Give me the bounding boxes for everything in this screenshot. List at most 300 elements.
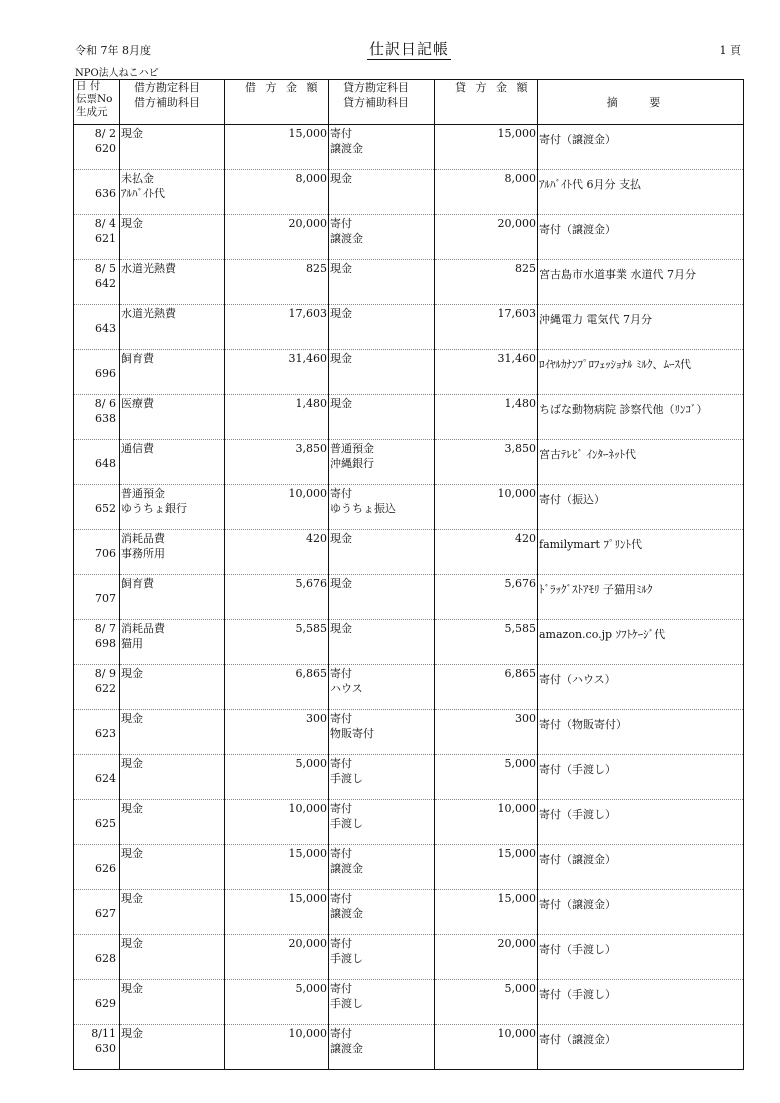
- debit-amount-cell: [225, 755, 329, 800]
- debit-account: 現金: [121, 802, 143, 815]
- column-header-credit-amount: 貸 方 金 額: [435, 80, 538, 125]
- credit-account-cell: [329, 305, 435, 350]
- memo-cell: [538, 170, 744, 215]
- memo-text: 寄付（譲渡金）: [539, 898, 616, 911]
- debit-amount: 825: [306, 262, 327, 275]
- credit-sub-account: [330, 411, 434, 426]
- credit-sub-account: 譲渡金: [330, 907, 363, 920]
- entry-date: [74, 351, 116, 366]
- memo-cell: [538, 1025, 744, 1070]
- credit-account-cell: [329, 1025, 435, 1070]
- debit-amount-cell: [225, 1025, 329, 1070]
- table-row: [74, 125, 744, 170]
- credit-account-cell: [329, 890, 435, 935]
- debit-amount-cell: [225, 890, 329, 935]
- debit-amount-cell: [225, 215, 329, 260]
- credit-amount: 300: [515, 712, 536, 725]
- credit-account-cell: [329, 980, 435, 1025]
- voucher-number: 643: [95, 322, 116, 335]
- journal-body: [74, 125, 744, 1070]
- table-row: [74, 350, 744, 395]
- credit-account-cell: [329, 575, 435, 620]
- credit-account: 寄付: [330, 847, 352, 860]
- debit-account-cell: [120, 170, 225, 215]
- table-row: [74, 800, 744, 845]
- credit-sub-account: [330, 321, 434, 336]
- date-cell: [74, 710, 120, 755]
- debit-amount-cell: [225, 125, 329, 170]
- debit-amount: 10,000: [288, 487, 327, 500]
- debit-amount-cell: [225, 710, 329, 755]
- voucher-number: 638: [95, 412, 116, 425]
- debit-amount-cell: [225, 170, 329, 215]
- header-date-label: 日 付: [76, 80, 101, 92]
- column-header-debit-amount: 借 方 金 額: [225, 80, 329, 125]
- debit-amount: 5,676: [295, 577, 327, 590]
- report-period: 令和 7年 8月度: [75, 44, 151, 57]
- credit-amount: 5,000: [504, 757, 536, 770]
- voucher-number: 698: [95, 637, 116, 650]
- debit-account-cell: [120, 935, 225, 980]
- credit-account-cell: [329, 395, 435, 440]
- credit-sub-account: ゆうちょ振込: [330, 502, 396, 515]
- memo-cell: [538, 440, 744, 485]
- credit-amount-cell: [435, 800, 538, 845]
- memo-text: 寄付（譲渡金）: [539, 853, 616, 866]
- table-row: [74, 260, 744, 305]
- credit-account: 現金: [330, 172, 352, 185]
- debit-account: 飼育費: [121, 577, 154, 590]
- credit-amount-cell: [435, 1025, 538, 1070]
- credit-amount: 10,000: [497, 1027, 536, 1040]
- debit-sub-account: [121, 681, 224, 696]
- credit-sub-account: 手渡し: [330, 952, 363, 965]
- credit-account: 現金: [330, 352, 352, 365]
- debit-account-cell: [120, 980, 225, 1025]
- memo-cell: [538, 125, 744, 170]
- credit-amount: 1,480: [504, 397, 536, 410]
- debit-account-cell: [120, 890, 225, 935]
- credit-account: 現金: [330, 307, 352, 320]
- date-cell: [74, 395, 120, 440]
- entry-date: 8/ 9: [94, 667, 116, 680]
- credit-amount-cell: [435, 530, 538, 575]
- debit-account-cell: [120, 440, 225, 485]
- entry-date: [74, 756, 116, 771]
- credit-account: 寄付: [330, 892, 352, 905]
- debit-account: 水道光熱費: [121, 262, 176, 275]
- debit-account: 現金: [121, 847, 143, 860]
- debit-amount-cell: [225, 665, 329, 710]
- voucher-number: 623: [95, 727, 116, 740]
- memo-cell: [538, 980, 744, 1025]
- date-cell: [74, 305, 120, 350]
- credit-amount-cell: [435, 215, 538, 260]
- document-title-text: 仕訳日記帳: [368, 40, 449, 58]
- table-row: [74, 530, 744, 575]
- table-row: [74, 395, 744, 440]
- date-cell: [74, 620, 120, 665]
- credit-amount-cell: [435, 890, 538, 935]
- memo-text: 寄付（振込）: [539, 493, 605, 506]
- credit-account-cell: [329, 845, 435, 890]
- credit-account-cell: [329, 350, 435, 395]
- debit-sub-account: [121, 906, 224, 921]
- credit-account: 現金: [330, 397, 352, 410]
- debit-sub-account: [121, 411, 224, 426]
- organization-name: NPO法人ねこハピ: [75, 68, 159, 79]
- memo-cell: [538, 305, 744, 350]
- date-cell: [74, 530, 120, 575]
- debit-sub-account: [121, 726, 224, 741]
- credit-sub-account: 手渡し: [330, 817, 363, 830]
- debit-amount-cell: [225, 440, 329, 485]
- entry-date: [74, 711, 116, 726]
- memo-text: familymart ﾌﾟﾘﾝﾄ代: [539, 538, 642, 551]
- credit-amount-cell: [435, 935, 538, 980]
- credit-amount: 5,000: [504, 982, 536, 995]
- debit-amount: 15,000: [288, 127, 327, 140]
- debit-account-cell: [120, 485, 225, 530]
- debit-account: 現金: [121, 982, 143, 995]
- date-cell: [74, 485, 120, 530]
- header-credit-account-label: 貸方勘定科目: [343, 81, 409, 94]
- credit-account: 現金: [330, 532, 352, 545]
- credit-account: 寄付: [330, 712, 352, 725]
- date-cell: [74, 800, 120, 845]
- credit-amount-cell: [435, 710, 538, 755]
- voucher-number: 630: [95, 1042, 116, 1055]
- debit-amount: 5,000: [295, 982, 327, 995]
- debit-amount: 8,000: [295, 172, 327, 185]
- credit-sub-account: [330, 636, 434, 651]
- credit-account: 寄付: [330, 487, 352, 500]
- debit-sub-account: [121, 456, 224, 471]
- credit-amount: 3,850: [504, 442, 536, 455]
- debit-amount: 15,000: [288, 892, 327, 905]
- credit-account: 寄付: [330, 127, 352, 140]
- memo-text: 寄付（手渡し）: [539, 808, 616, 821]
- credit-sub-account: 手渡し: [330, 772, 363, 785]
- date-cell: [74, 755, 120, 800]
- debit-amount: 10,000: [288, 802, 327, 815]
- debit-sub-account: [121, 321, 224, 336]
- credit-sub-account: 沖縄銀行: [330, 457, 374, 470]
- credit-account: 現金: [330, 577, 352, 590]
- credit-amount-cell: [435, 395, 538, 440]
- debit-account: 現金: [121, 937, 143, 950]
- column-header-memo: 摘 要: [538, 80, 744, 125]
- debit-account: 現金: [121, 757, 143, 770]
- credit-account-cell: [329, 665, 435, 710]
- credit-sub-account: [330, 186, 434, 201]
- credit-account-cell: [329, 485, 435, 530]
- debit-sub-account: [121, 771, 224, 786]
- debit-account-cell: [120, 620, 225, 665]
- credit-account-cell: [329, 215, 435, 260]
- voucher-number: 629: [95, 997, 116, 1010]
- memo-cell: [538, 890, 744, 935]
- page-number: 1 頁: [719, 44, 741, 57]
- credit-account: 寄付: [330, 982, 352, 995]
- debit-amount-cell: [225, 485, 329, 530]
- debit-amount: 5,000: [295, 757, 327, 770]
- entry-date: [74, 981, 116, 996]
- entry-date: [74, 801, 116, 816]
- debit-amount: 1,480: [295, 397, 327, 410]
- date-cell: [74, 665, 120, 710]
- debit-account-cell: [120, 125, 225, 170]
- credit-amount: 5,676: [504, 577, 536, 590]
- debit-sub-account: [121, 231, 224, 246]
- debit-sub-account: [121, 996, 224, 1011]
- debit-account: 現金: [121, 1027, 143, 1040]
- voucher-number: 636: [95, 187, 116, 200]
- credit-account-cell: [329, 710, 435, 755]
- debit-account-cell: [120, 665, 225, 710]
- table-row: [74, 935, 744, 980]
- debit-account-cell: [120, 395, 225, 440]
- memo-cell: [538, 575, 744, 620]
- credit-account-cell: [329, 440, 435, 485]
- debit-sub-account: [121, 861, 224, 876]
- debit-account: 医療費: [121, 397, 154, 410]
- debit-amount-cell: [225, 620, 329, 665]
- credit-amount: 10,000: [497, 487, 536, 500]
- header-source-label: 生成元: [76, 106, 108, 118]
- debit-account-cell: [120, 575, 225, 620]
- debit-account: 現金: [121, 127, 143, 140]
- memo-cell: [538, 710, 744, 755]
- memo-text: 寄付（譲渡金）: [539, 1033, 616, 1046]
- credit-amount-cell: [435, 575, 538, 620]
- column-header-debit-account: [120, 80, 225, 125]
- memo-cell: [538, 485, 744, 530]
- credit-account: 寄付: [330, 757, 352, 770]
- voucher-number: 625: [95, 817, 116, 830]
- debit-amount-cell: [225, 530, 329, 575]
- memo-text: 寄付（手渡し）: [539, 943, 616, 956]
- table-row: [74, 890, 744, 935]
- credit-sub-account: [330, 366, 434, 381]
- date-cell: [74, 170, 120, 215]
- debit-account: 現金: [121, 892, 143, 905]
- debit-amount: 20,000: [288, 217, 327, 230]
- credit-amount: 5,585: [504, 622, 536, 635]
- voucher-number: 642: [95, 277, 116, 290]
- debit-account-cell: [120, 800, 225, 845]
- date-cell: [74, 440, 120, 485]
- credit-amount: 15,000: [497, 847, 536, 860]
- voucher-number: 624: [95, 772, 116, 785]
- debit-account-cell: [120, 305, 225, 350]
- credit-amount: 825: [515, 262, 536, 275]
- entry-date: [74, 171, 116, 186]
- entry-date: [74, 306, 116, 321]
- debit-sub-account: [121, 816, 224, 831]
- credit-amount: 20,000: [497, 217, 536, 230]
- debit-amount: 3,850: [295, 442, 327, 455]
- date-cell: [74, 980, 120, 1025]
- debit-account: 消耗品費: [121, 622, 165, 635]
- debit-account: 飼育費: [121, 352, 154, 365]
- voucher-number: 628: [95, 952, 116, 965]
- credit-amount: 31,460: [497, 352, 536, 365]
- credit-amount: 17,603: [497, 307, 536, 320]
- memo-cell: [538, 395, 744, 440]
- voucher-number: 707: [95, 592, 116, 605]
- memo-text: 寄付（手渡し）: [539, 763, 616, 776]
- entry-date: 8/11: [91, 1027, 116, 1040]
- entry-date: 8/ 2: [94, 127, 116, 140]
- debit-sub-account: [121, 141, 224, 156]
- credit-sub-account: 譲渡金: [330, 862, 363, 875]
- credit-sub-account: ハウス: [330, 682, 363, 695]
- credit-amount-cell: [435, 260, 538, 305]
- memo-text: 宮古島市水道事業 水道代 7月分: [539, 268, 696, 281]
- memo-text: 寄付（譲渡金）: [539, 223, 616, 236]
- debit-amount-cell: [225, 845, 329, 890]
- debit-sub-account: [121, 951, 224, 966]
- date-cell: [74, 575, 120, 620]
- memo-cell: [538, 665, 744, 710]
- memo-cell: [538, 935, 744, 980]
- debit-sub-account: ゆうちょ銀行: [121, 502, 187, 515]
- memo-cell: [538, 845, 744, 890]
- debit-account: 水道光熱費: [121, 307, 176, 320]
- debit-account: 普通預金: [121, 487, 165, 500]
- credit-amount: 15,000: [497, 892, 536, 905]
- memo-text: 寄付（物販寄付）: [539, 718, 627, 731]
- debit-account-cell: [120, 530, 225, 575]
- debit-sub-account: 猫用: [121, 637, 143, 650]
- credit-account: 寄付: [330, 217, 352, 230]
- debit-amount-cell: [225, 800, 329, 845]
- debit-amount: 17,603: [288, 307, 327, 320]
- table-row: [74, 665, 744, 710]
- debit-account-cell: [120, 1025, 225, 1070]
- debit-amount-cell: [225, 305, 329, 350]
- debit-amount-cell: [225, 260, 329, 305]
- voucher-number: 621: [95, 232, 116, 245]
- date-cell: [74, 350, 120, 395]
- date-cell: [74, 125, 120, 170]
- debit-account: 通信費: [121, 442, 154, 455]
- credit-sub-account: [330, 276, 434, 291]
- table-row: [74, 710, 744, 755]
- entry-date: [74, 486, 116, 501]
- debit-account-cell: [120, 260, 225, 305]
- credit-amount-cell: [435, 980, 538, 1025]
- credit-amount-cell: [435, 170, 538, 215]
- credit-account-cell: [329, 755, 435, 800]
- date-cell: [74, 1025, 120, 1070]
- entry-date: [74, 891, 116, 906]
- table-row: [74, 170, 744, 215]
- debit-account-cell: [120, 710, 225, 755]
- credit-amount-cell: [435, 755, 538, 800]
- entry-date: [74, 531, 116, 546]
- debit-account-cell: [120, 755, 225, 800]
- memo-cell: [538, 215, 744, 260]
- credit-amount-cell: [435, 665, 538, 710]
- entry-date: [74, 936, 116, 951]
- credit-sub-account: 譲渡金: [330, 142, 363, 155]
- entry-date: 8/ 5: [94, 262, 116, 275]
- memo-cell: [538, 620, 744, 665]
- table-row: [74, 755, 744, 800]
- debit-amount: 5,585: [295, 622, 327, 635]
- column-header-credit-account: [329, 80, 435, 125]
- credit-account: 寄付: [330, 667, 352, 680]
- credit-account-cell: [329, 125, 435, 170]
- date-cell: [74, 890, 120, 935]
- debit-amount-cell: [225, 350, 329, 395]
- credit-amount: 6,865: [504, 667, 536, 680]
- credit-amount-cell: [435, 125, 538, 170]
- memo-text: 宮古ﾃﾚﾋﾞ ｲﾝﾀｰﾈｯﾄ代: [539, 448, 636, 461]
- memo-text: ﾄﾞﾗｯｸﾞｽﾄｱﾓﾘ 子猫用ﾐﾙｸ: [539, 583, 653, 596]
- credit-amount-cell: [435, 305, 538, 350]
- table-row: [74, 620, 744, 665]
- debit-account-cell: [120, 845, 225, 890]
- voucher-number: 626: [95, 862, 116, 875]
- table-row: [74, 575, 744, 620]
- document-title: [75, 38, 743, 59]
- table-row: [74, 1025, 744, 1070]
- table-row: [74, 485, 744, 530]
- debit-amount-cell: [225, 575, 329, 620]
- table-row: [74, 980, 744, 1025]
- debit-amount: 420: [306, 532, 327, 545]
- credit-amount: 10,000: [497, 802, 536, 815]
- debit-amount: 300: [306, 712, 327, 725]
- credit-sub-account: 物販寄付: [330, 727, 374, 740]
- memo-text: 寄付（手渡し）: [539, 988, 616, 1001]
- memo-cell: [538, 350, 744, 395]
- debit-amount: 6,865: [295, 667, 327, 680]
- credit-amount: 20,000: [497, 937, 536, 950]
- debit-sub-account: ｱﾙﾊﾞｲﾄ代: [121, 187, 165, 200]
- column-header-date: [74, 80, 120, 125]
- voucher-number: 652: [95, 502, 116, 515]
- credit-amount-cell: [435, 485, 538, 530]
- voucher-number: 620: [95, 142, 116, 155]
- debit-account-cell: [120, 350, 225, 395]
- credit-amount: 15,000: [497, 127, 536, 140]
- debit-amount: 10,000: [288, 1027, 327, 1040]
- entry-date: 8/ 7: [94, 622, 116, 635]
- credit-account: 普通預金: [330, 442, 374, 455]
- table-header-row: [74, 80, 744, 125]
- debit-sub-account: [121, 591, 224, 606]
- debit-sub-account: [121, 276, 224, 291]
- header-debit-sub-label: 借方補助科目: [134, 96, 200, 109]
- credit-account: 寄付: [330, 802, 352, 815]
- credit-amount-cell: [435, 350, 538, 395]
- date-cell: [74, 845, 120, 890]
- credit-account: 寄付: [330, 937, 352, 950]
- entry-date: 8/ 6: [94, 397, 116, 410]
- debit-amount: 31,460: [288, 352, 327, 365]
- header-debit-account-label: 借方勘定科目: [134, 81, 200, 94]
- entry-date: 8/ 4: [94, 217, 116, 230]
- memo-cell: [538, 755, 744, 800]
- credit-account: 寄付: [330, 1027, 352, 1040]
- debit-amount: 20,000: [288, 937, 327, 950]
- credit-sub-account: [330, 591, 434, 606]
- credit-amount-cell: [435, 845, 538, 890]
